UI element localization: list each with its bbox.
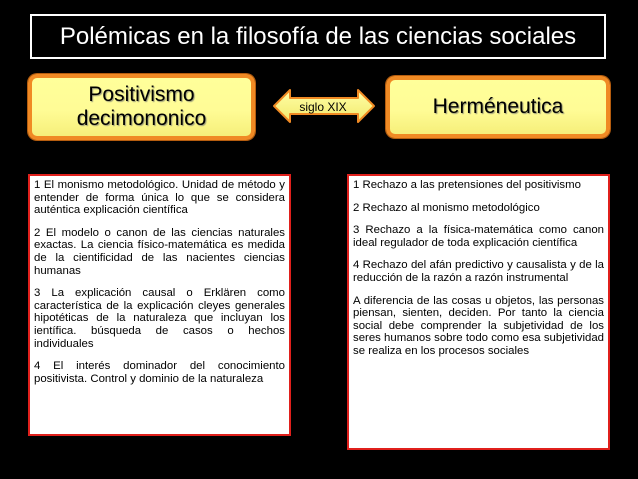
- hermeneutica-label: Herméneutica: [432, 95, 564, 118]
- hermeneutica-item: 2 Rechazo al monismo metodológico: [353, 201, 540, 214]
- hermeneutica-panel: [347, 174, 610, 450]
- hermeneutica-box: [386, 76, 610, 138]
- hermeneutica-item: 1 Rechazo a las pretensiones del positivismo: [353, 179, 581, 191]
- hermeneutica-item: 4 Rechazo del afán predictivo y causalista y de la reducción de la razón a razón instrumental: [353, 259, 604, 284]
- positivismo-item: 3 La explicación causal o Erklären como característica de la explicación cleyes generales hipotéticas de la naturaleza que incluyan los ientífica. búsqueda de casos o hechos individuales: [34, 287, 285, 350]
- positivismo-panel: [28, 174, 291, 436]
- positivismo-label: Positivismo decimononico: [76, 83, 207, 130]
- positivismo-item: 4 El interés dominador del conocimiento positivista. Control y dominio de la naturaleza: [34, 360, 285, 385]
- siglo-xix-label: siglo XIX: [299, 100, 347, 114]
- positivismo-box: [28, 74, 255, 140]
- hermeneutica-conclusion: A diferencia de las cosas u objetos, las personas piensan, sienten, deciden. Por tanto la ciencia social debe comprender la subjetividad de los seres humanos sobre todo como esa subjetividad se realiza en los procesos sociales: [353, 294, 604, 357]
- page-title: Polémicas en la filosofía de las ciencias sociales: [30, 14, 606, 59]
- positivismo-item: 1 El monismo metodológico. Unidad de método y entender de forma única lo que se considera auténtica explicación científica: [34, 179, 285, 217]
- positivismo-item: 2 El modelo o canon de las ciencias naturales exactas. La ciencia físico-matemática es medida de la cientificidad de las nacientes ciencias humanas: [34, 226, 285, 277]
- hermeneutica-item: 3 Rechazo a la física-matemática como canon ideal regulador de toda explicación científica: [353, 224, 604, 249]
